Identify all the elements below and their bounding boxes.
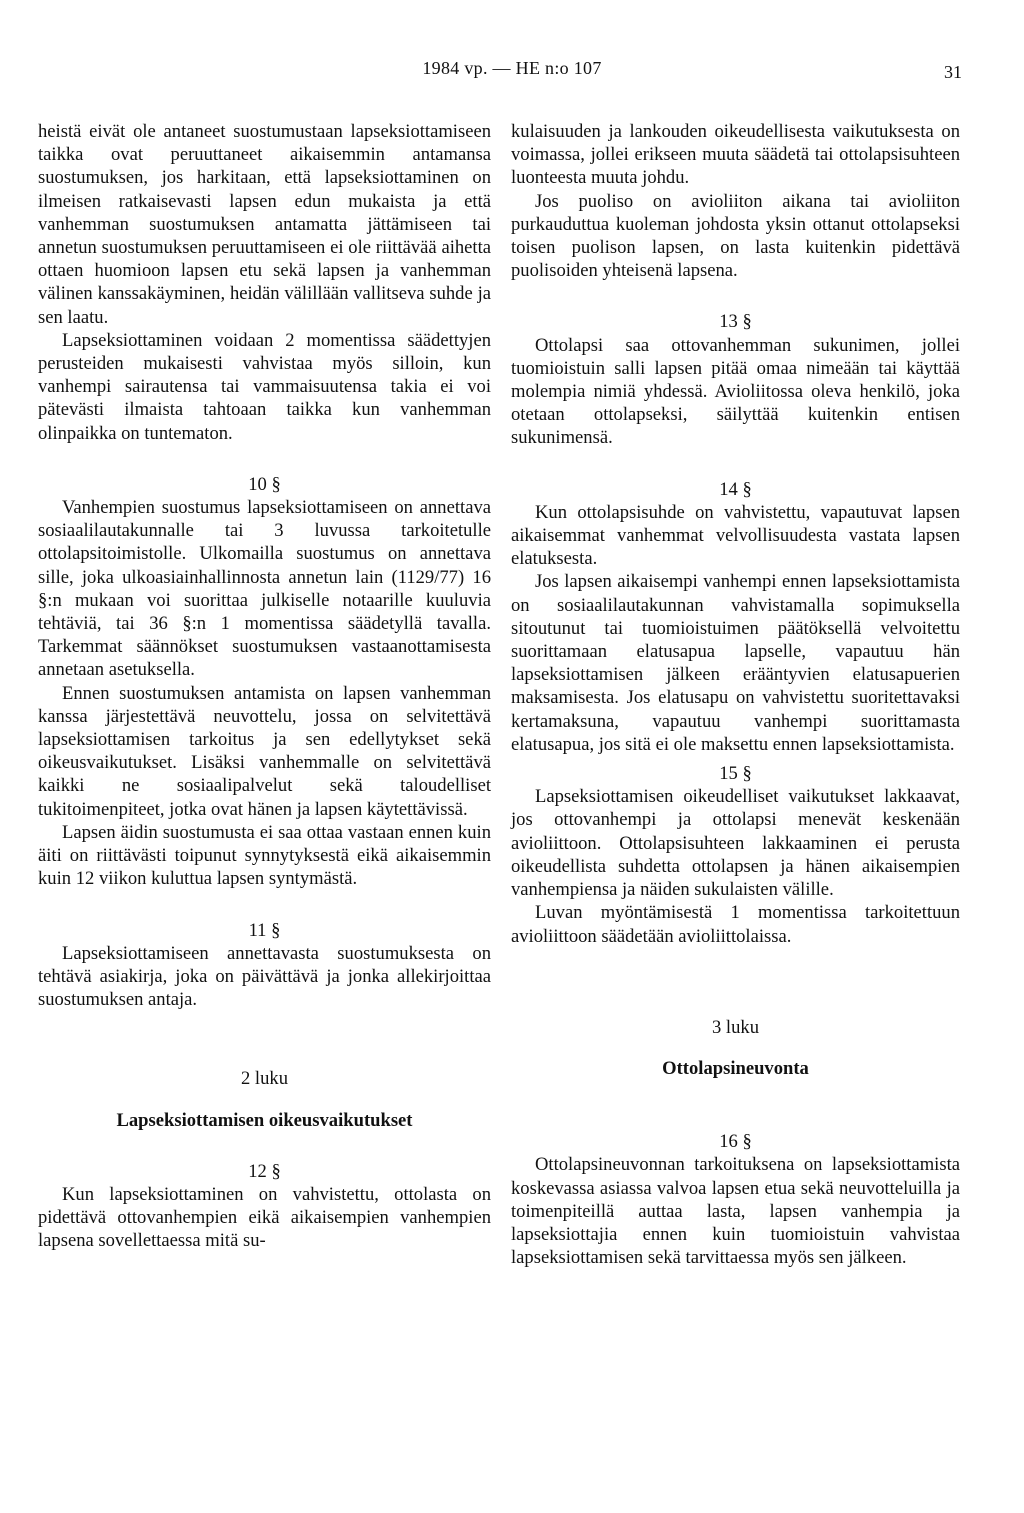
paragraph: Lapsen äidin suostumusta ei saa ottaa vastaan ennen kuin äiti on riittävästi toipunut synnytyksestä eikä aikaisemmin kuin 12 viikon kuluttua lapsen syntymästä.: [38, 821, 491, 890]
paragraph: Lapseksiottaminen voidaan 2 momentissa säädettyjen perusteiden mukaisesti vahvistaa myös silloin, kun vanhempi sairautensa tai vammaisuutensa takia ei voi pätevästi ilmaista tahtoaan taikka kun vanhemman olinpaikka on tuntematon.: [38, 329, 491, 444]
paragraph: heistä eivät ole antaneet suostumustaan lapseksiottamiseen taikka ovat peruuttaneet aikaisemmin antamansa suostumuksen, jos harkitaan, että lapseksiottaminen on ilmeisen ratkaisevasti lapsen edun mukaista ja että vanhemman suostumuksen antamatta jättämiseen tai annetun suostumuksen peruuttamiseen ei ole riittävää aihetta ottaen huomioon lapsen etu sekä lapsen ja vanhemman välinen kanssakäyminen, heidän välillään vallitseva suhde ja sen laatu.: [38, 121, 491, 328]
chapter-heading-2: 2 luku: [240, 1068, 288, 1090]
paragraph: Luvan myöntämisestä 1 momentissa tarkoitettuun avioliittoon säädetään avioliittolaissa.: [511, 902, 960, 947]
chapter-heading-3: 3 luku: [711, 1016, 759, 1038]
section-heading-11: 11 §: [248, 919, 281, 941]
paragraph: Jos lapsen aikaisempi vanhempi ennen lapseksiottamista on sosiaalilautakunnan vahvistamalla sopimuksella sitoutunut tai tuomioistuimen päätöksellä velvoitettu suorittamaan elatusapua lapselle, vapautuu hän lapseksiottamisen jälkeen erääntyvien elatusapuerien maksamisesta. Jos elatusapu on vahvistettu suoritettavaksi kertamaksuna, vapautuu vanhempi suorittamasta elatusapua, jos sitä ei ole maksettu ennen lapseksiottamista.: [511, 571, 960, 755]
paragraph: Vanhempien suostumus lapseksiottamiseen on annettava sosiaalilautakunnalle tai 3 luvussa tarkoitetulle ottolapsitoimistolle. Ulkomailla suostumus on annettava sille, joka ulkoasiainhallinnosta annetun lain (1129/77) 16 §:n mukaan voi suorittaa julkiselle notaarille kuuluvia tehtäviä, tai 36 §:n 1 momentissa säädetyllä tavalla. Tarkemmat säännökset suostumuksen vastaanottamisesta annetaan asetuksella.: [38, 497, 491, 681]
paragraph: Ennen suostumuksen antamista on lapsen vanhemman kanssa järjestettävä neuvottelu, jossa on selvitettävä lapseksiottamisen tarkoitus ja sen edellytykset sekä oikeusvaikutukset. Lisäksi vanhemmalle on selvitettävä kaikki ne sosiaalipalvelut sekä taloudelliset tukitoimenpiteet, jotka ovat hänen ja lapsen käytettävissä.: [38, 682, 491, 820]
paragraph: Ottolapsineuvonnan tarkoituksena on lapseksiottamista koskevassa asiassa valvoa lapsen etua sekä neuvotteluilla ja toimenpiteillä auttaa lasta, lapsen vanhempia ja lapseksiottajia ennen kuin tuomioistuin vahvistaa lapseksiottamisen sekä tarvittaessa myös sen jälkeen.: [511, 1154, 960, 1269]
section-heading-10: 10 §: [248, 473, 281, 495]
right-column: [511, 120, 960, 1269]
paragraph: Lapseksiottamisen oikeudelliset vaikutukset lakkaavat, jos ottovanhempi ja ottolapsi menevät keskenään avioliittoon. Ottolapsisuhteen lakkaaminen ei perusta oikeudellista suhdetta ottolapsen ja hänen aikaisempien vanhempiensa ja näiden sukulaisten välille.: [511, 786, 960, 901]
paragraph: kulaisuuden ja lankouden oikeudellisesta vaikutuksesta on voimassa, jollei erikseen muuta säädetä tai ottolapsisuhteen luonteesta muuta johdu.: [511, 121, 960, 189]
section-heading-16: 16 §: [719, 1131, 752, 1153]
paragraph: Jos puoliso on avioliiton aikana tai avioliiton purkauduttua kuoleman johdosta yksin ottanut ottolapseksi toisen puolison lapsen, on lasta kuitenkin pidettävä puolisoiden yhteisenä lapsena.: [511, 190, 960, 282]
chapter-title-3: Ottolapsineuvonta: [662, 1057, 809, 1079]
paragraph: Ottolapsi saa ottovanhemman sukunimen, jollei tuomioistuin salli lapsen pitää omaa nimeään tai käyttää molempia nimiä yhdessä. Avioliitossa oleva henkilö, joka otetaan ottolapseksi, säilyttää kuitenkin entisen sukunimensä.: [511, 334, 960, 449]
paragraph: Kun ottolapsisuhde on vahvistettu, vapautuvat lapsen aikaisemmat vanhemmat velvollisuudesta vastata lapsen elatuksesta.: [511, 501, 960, 570]
paragraph: Lapseksiottamiseen annettavasta suostumuksesta on tehtävä asiakirja, joka on päivättävä ja jonka allekirjoittaa suostumuksen antaja.: [38, 942, 491, 1011]
section-heading-14: 14 §: [719, 478, 752, 500]
running-head: 1984 vp. — HE n:o 107: [422, 58, 602, 78]
section-heading-15: 15 §: [719, 763, 752, 785]
page-number: 31: [944, 62, 962, 82]
left-column: [38, 120, 491, 1253]
section-heading-13: 13 §: [719, 311, 752, 333]
section-heading-12: 12 §: [248, 1160, 281, 1182]
chapter-title-2: Lapseksiottamisen oikeusvaikutukset: [116, 1109, 413, 1131]
paragraph: Kun lapseksiottaminen on vahvistettu, ottolasta on pidettävä ottovanhempien eikä aikaisempien vanhempien lapsena sovellettaessa mitä su-: [38, 1183, 491, 1252]
